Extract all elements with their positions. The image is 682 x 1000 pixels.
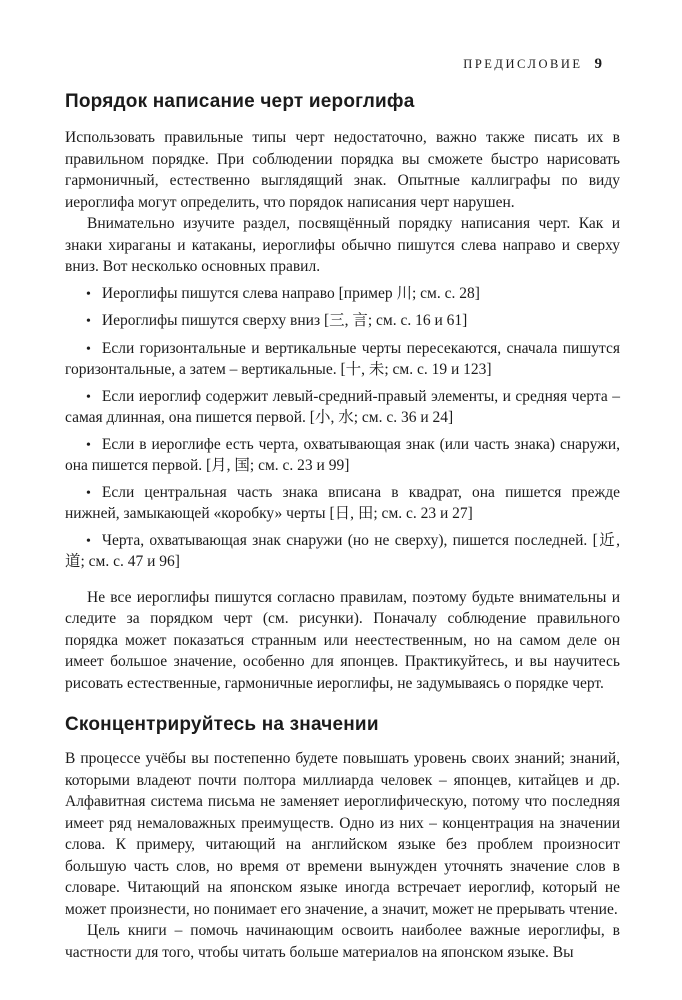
bullet-icon: •: [86, 286, 91, 302]
list-item-text: Черта, охватывающая знак снаружи (но не сверху), пишется последней. [近, 道; см. с. 47 и 96]: [65, 531, 620, 570]
list-item-text: Если в иероглифе есть черта, охватывающая знак (или часть знака) снаружи, она пишется первой. [月, 国; см. с. 23 и 99]: [65, 435, 620, 474]
list-item: [65, 531, 620, 573]
rules-list: [65, 284, 620, 573]
list-item-text: Если горизонтальные и вертикальные черты пересекаются, сначала пишутся горизонтальные, а затем – вертикальные. [十, 未; см. с. 19 и 123]: [65, 339, 620, 378]
section-heading-meaning: Сконцентрируйтесь на значении: [65, 714, 379, 735]
bullet-icon: •: [86, 314, 91, 329]
list-item: [65, 387, 620, 429]
paragraph: Внимательно изучите раздел, посвящённый порядку написания черт. Как и знаки хираганы и катаканы, иероглифы обычно пишутся слева направо и сверху вниз. Вот несколько основных правил.: [65, 215, 620, 275]
bullet-icon: •: [86, 485, 91, 501]
bullet-icon: •: [86, 533, 91, 549]
bullet-icon: •: [86, 389, 91, 405]
list-item: [65, 284, 620, 306]
list-item-text: Если иероглиф содержит левый-средний-правый элементы, и средняя черта – самая длинная, она пишется первой. [小, 水; см. с. 36 и 24]: [65, 387, 620, 426]
running-title: ПРЕДИСЛОВИЕ: [463, 57, 583, 71]
section-heading-stroke-order: Порядок написание черт иероглифа: [65, 91, 415, 112]
paragraph: В процессе учёбы вы постепенно будете повышать уровень своих знаний; знаний, которыми владеют почти полтора миллиарда человек – японцев, китайцев и др. Алфавитная система письма не заменяет иероглифическую, потому что последняя имеет ряд немаловажных преимуществ. Одно из них – концентрация на значении слова. К примеру, читающий на английском языке без проблем произносит большую часть слов, но время от времени вынужден уточнять значение слов в словаре. Читающий на японском языке иногда встречает иероглиф, который не может произнести, но понимает его значение, а значит, может не прерывать чтение.: [65, 750, 620, 918]
paragraph: Не все иероглифы пишутся согласно правилам, поэтому будьте внимательны и следите за порядком черт (см. рисунки). Поначалу соблюдение правильного порядка может показаться странным или неестественным, но на самом деле он имеет большое значение, особенно для японцев. Практикуйтесь, и вы научитесь рисовать естественные, гармоничные иероглифы, не задумываясь о порядке черт.: [65, 588, 620, 692]
list-item: [65, 339, 620, 381]
list-item: [65, 311, 620, 333]
running-header: [65, 56, 620, 73]
list-item-text: Если центральная часть знака вписана в квадрат, она пишется прежде нижней, замыкающей «коробку» черты [日, 田; см. с. 23 и 27]: [65, 483, 620, 522]
page-number: 9: [594, 56, 602, 72]
bullet-icon: •: [86, 437, 91, 453]
paragraph: Цель книги – помочь начинающим освоить наиболее важные иероглифы, в частности для того, чтобы читать больше материалов на японском языке. Вы: [65, 922, 620, 961]
list-item: [65, 435, 620, 477]
paragraph: Использовать правильные типы черт недостаточно, важно также писать их в правильном порядке. При соблюдении порядка вы сможете быстро нарисовать гармоничный, естественно выглядящий знак. Опытные каллиграфы по виду иероглифа могут определить, что порядок написания черт нарушен.: [65, 129, 620, 211]
list-item-text: Иероглифы пишутся сверху вниз [三, 言; см. с. 16 и 61]: [101, 312, 468, 329]
list-item-text: Иероглифы пишутся слева направо [пример 川; см. с. 28]: [101, 284, 480, 302]
list-item: [65, 483, 620, 525]
bullet-icon: •: [86, 341, 91, 357]
